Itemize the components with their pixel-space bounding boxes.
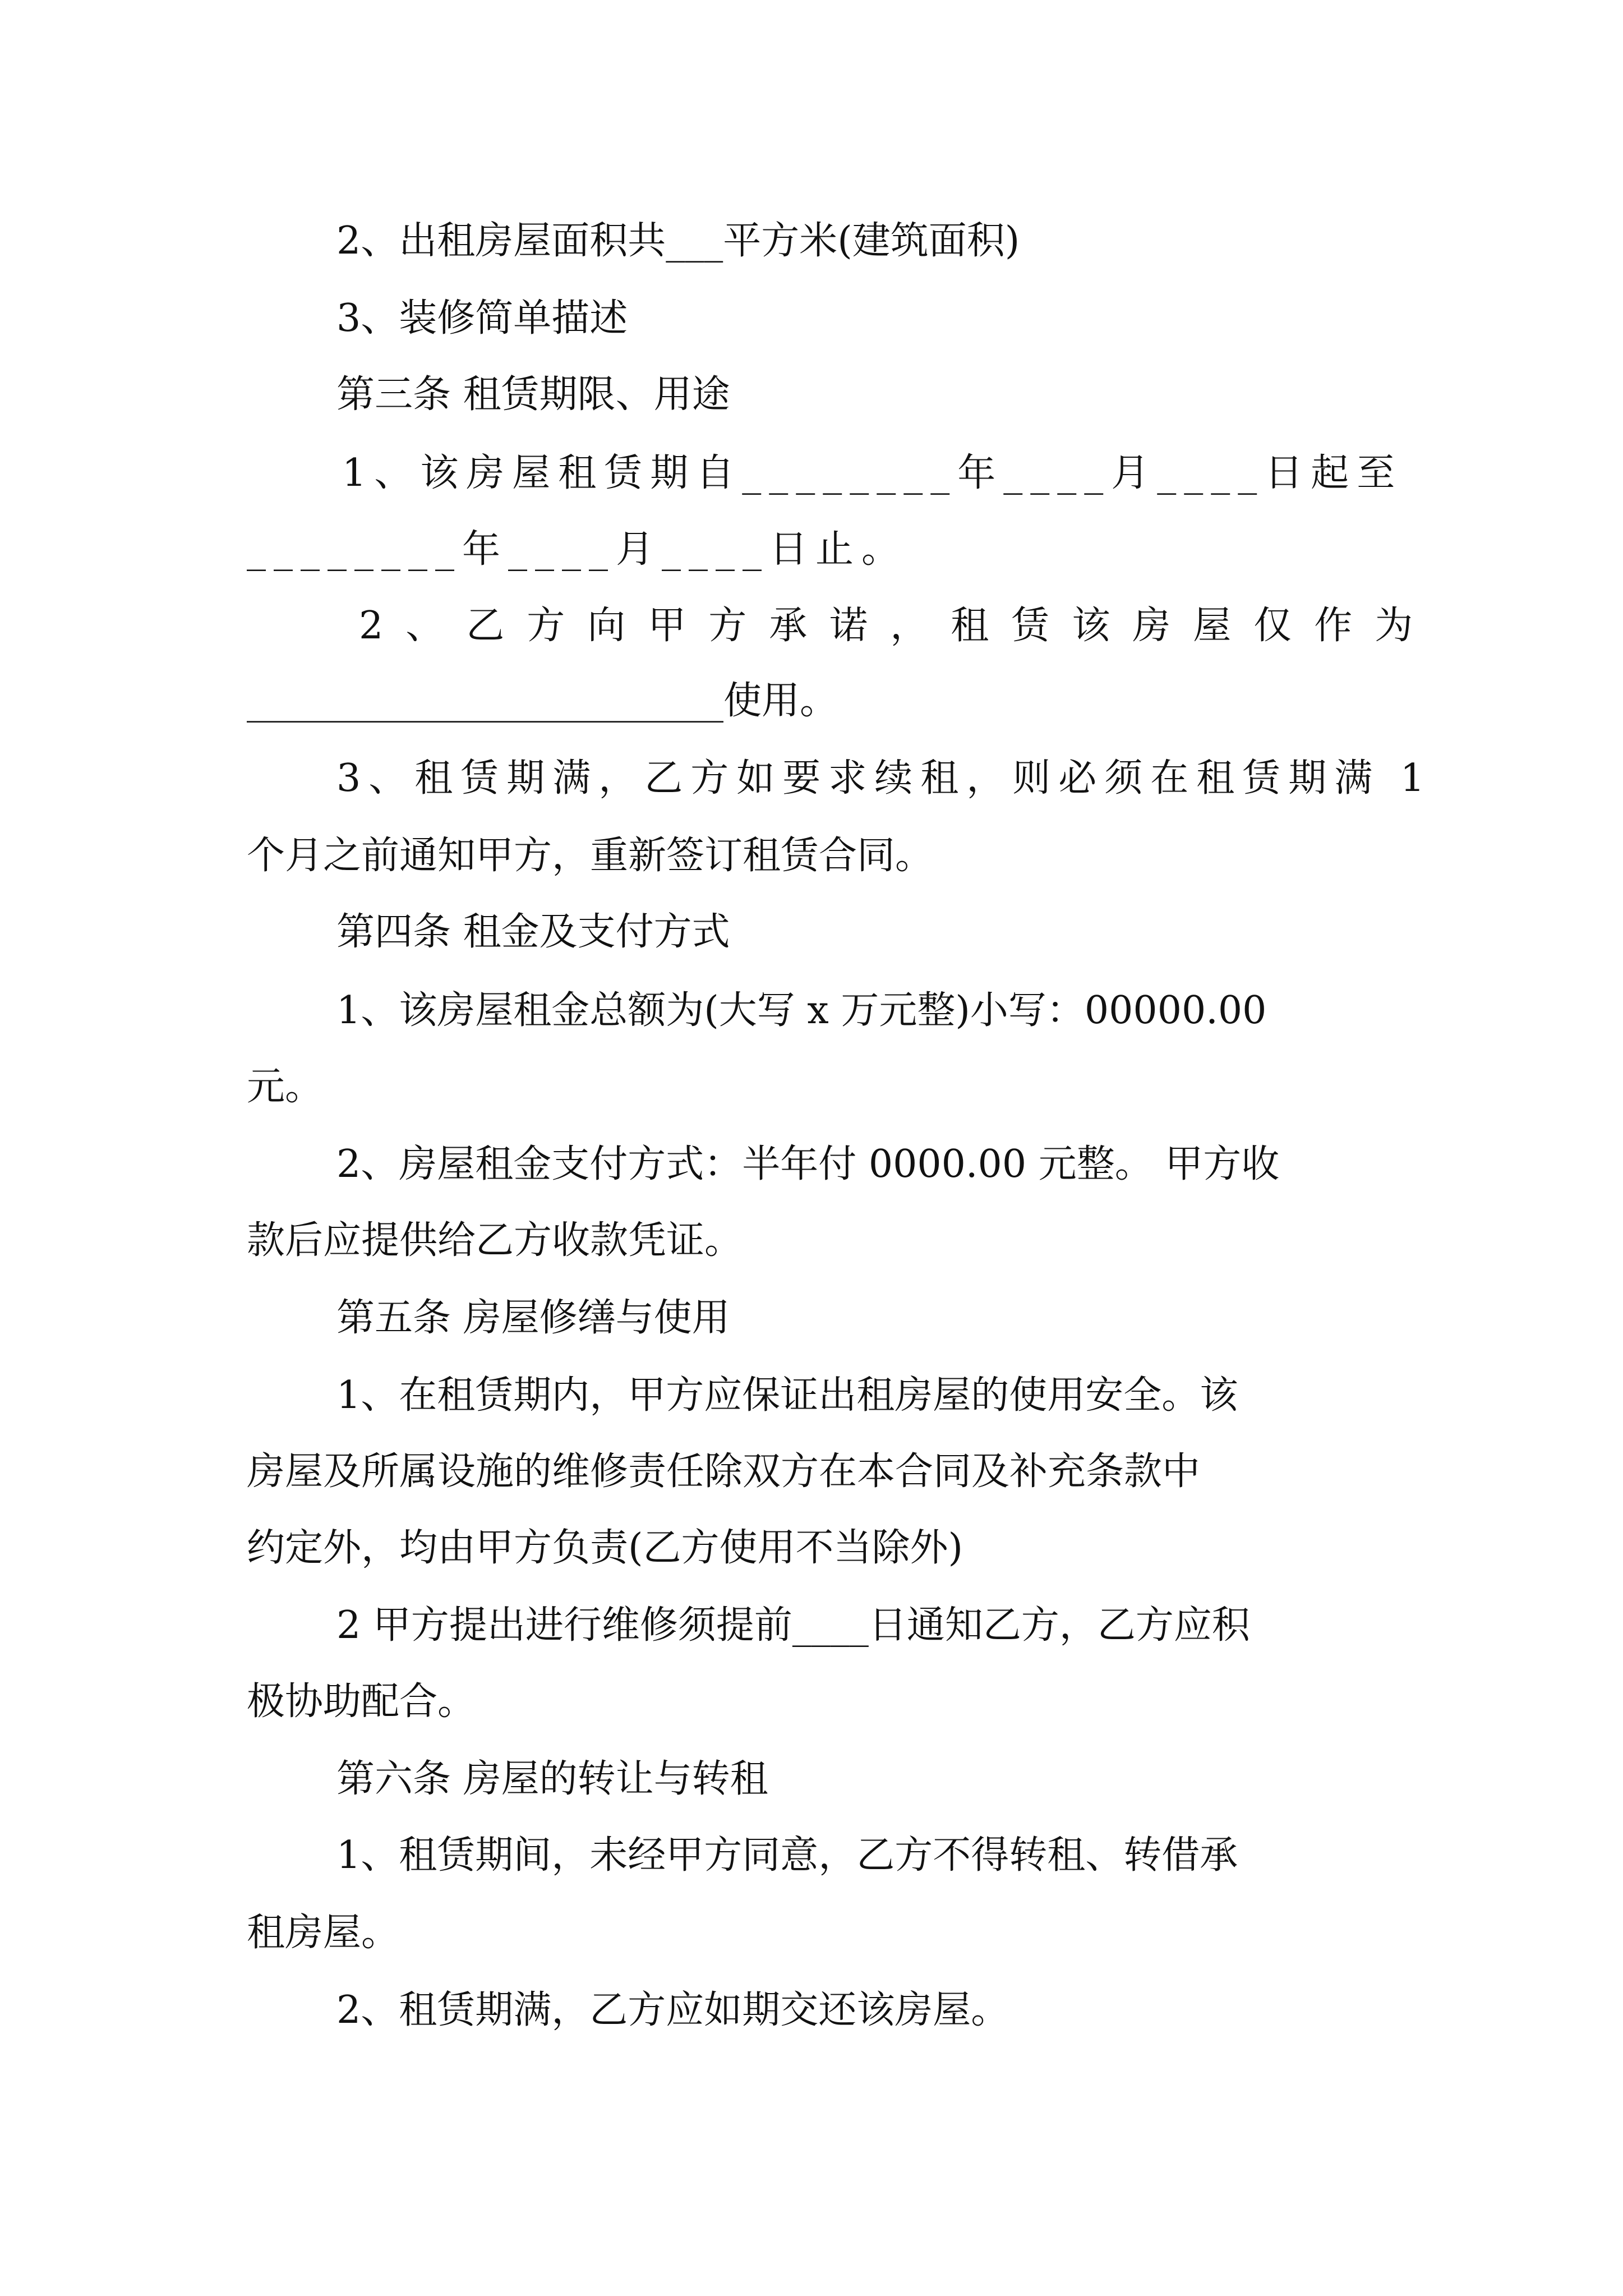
clause-2-usage: 2、乙方向甲方承诺，租赁该房屋仅作为 — [359, 604, 1436, 648]
clause-2-return: 2、租赁期满，乙方应如期交还该房屋。 — [336, 1988, 1009, 2032]
clause-2-payment: 2、房屋租金支付方式：半年付 0000.00 元整。 甲方收 — [336, 1142, 1280, 1186]
article-6-heading: 第六条 房屋的转让与转租 — [336, 1757, 768, 1801]
clause-1-sublet: 1、租赁期间，未经甲方同意，乙方不得转租、转借承 — [336, 1833, 1238, 1878]
clause-1-lease-term-cont: ________年____月____日止。 — [247, 527, 908, 572]
article-5-heading: 第五条 房屋修缮与使用 — [336, 1296, 730, 1340]
article-4-heading: 第四条 租金及支付方式 — [336, 910, 730, 954]
clause-2-usage-cont: _________________________使用。 — [247, 679, 838, 723]
clause-1-rent-total: 1、该房屋租金总额为(大写 x 万元整)小写：00000.00 — [336, 988, 1267, 1033]
clause-2-repair-notice: 2 甲方提出进行维修须提前____日通知乙方，乙方应积 — [336, 1603, 1250, 1648]
clause-2-area: 2、出租房屋面积共___平方米(建筑面积) — [336, 219, 1020, 263]
clause-3-renewal-cont: 个月之前通知甲方，重新签订租赁合同。 — [247, 834, 934, 878]
clause-1-rent-total-cont: 元。 — [247, 1065, 324, 1109]
clause-3-renewal: 3、租赁期满，乙方如要求续租，则必须在租赁期满 1 — [336, 756, 1433, 800]
clause-1-repair-cont-1: 房屋及所属设施的维修责任除双方在本合同及补充条款中 — [247, 1450, 1201, 1494]
article-3-heading: 第三条 租赁期限、用途 — [336, 372, 730, 417]
clause-1-repair-cont-2: 约定外，均由甲方负责(乙方使用不当除外) — [247, 1526, 963, 1570]
clause-2-payment-cont: 款后应提供给乙方收款凭证。 — [247, 1218, 743, 1263]
clause-2-repair-notice-cont: 极协助配合。 — [247, 1680, 476, 1724]
clause-3-decoration: 3、装修简单描述 — [336, 296, 628, 341]
clause-1-repair: 1、在租赁期内，甲方应保证出租房屋的使用安全。该 — [336, 1373, 1238, 1418]
clause-1-sublet-cont: 租房屋。 — [247, 1911, 400, 1955]
clause-1-lease-term: 1、该房屋租赁期自________年____月____日起至 — [342, 451, 1403, 495]
